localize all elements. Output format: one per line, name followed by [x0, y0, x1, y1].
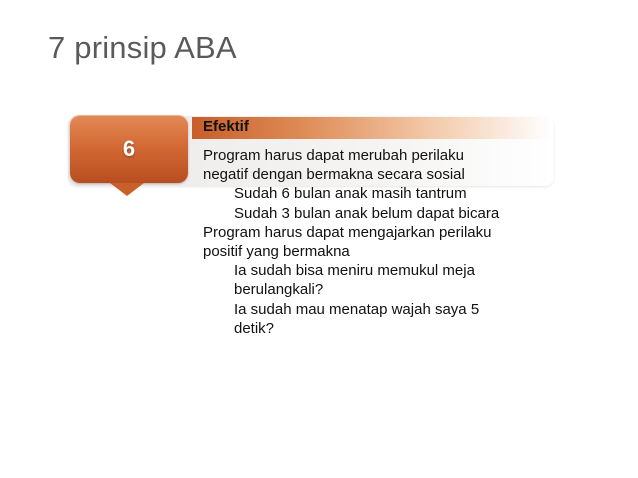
body-text — [203, 146, 499, 338]
slide-title: 7 prinsip ABA — [48, 30, 237, 65]
body-line: Program harus dapat mengajarkan perilaku — [203, 223, 492, 241]
body-line-indented: berulangkali? — [234, 281, 324, 299]
body-line-indented: Sudah 6 bulan anak masih tantrum — [234, 185, 467, 203]
body-line: positif yang bermakna — [203, 242, 350, 260]
body-line-indented: Ia sudah mau menatap wajah saya 5 — [234, 300, 480, 318]
body-line-indented: Ia sudah bisa meniru memukul meja — [234, 262, 475, 280]
section-heading: Efektif — [203, 118, 249, 135]
badge-arrow-icon — [110, 183, 144, 196]
body-line: Program harus dapat merubah perilaku — [203, 147, 464, 164]
body-line: negatif dengan bermakna secara sosial — [203, 166, 465, 184]
badge-number: 6 — [122, 136, 136, 161]
body-line-indented: detik? — [234, 319, 275, 337]
body-line-indented: Sudah 3 bulan anak belum dapat bicara — [234, 204, 500, 222]
number-badge — [70, 115, 188, 183]
